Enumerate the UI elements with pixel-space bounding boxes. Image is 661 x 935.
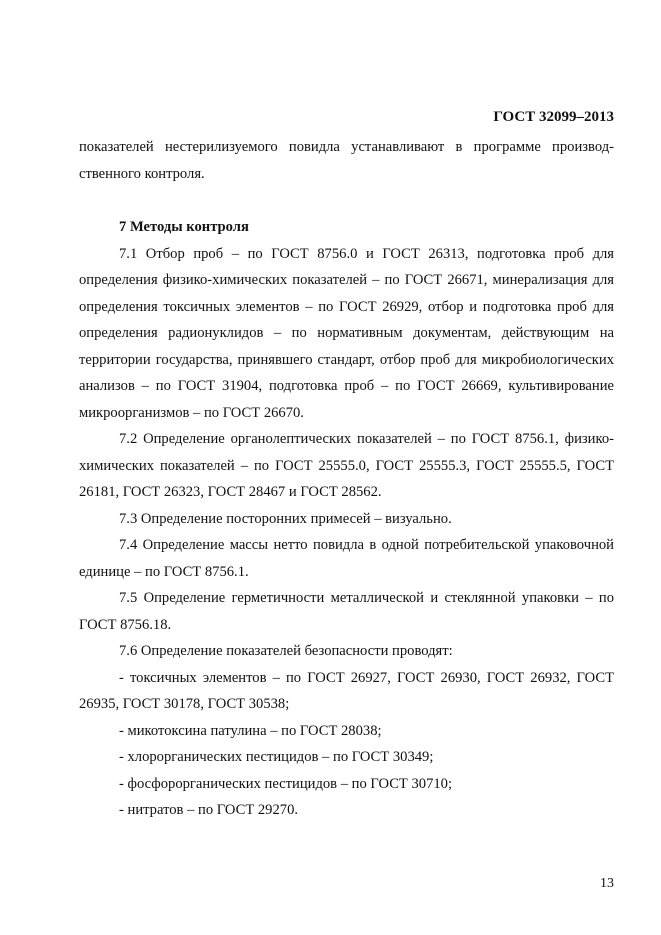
list-item: - хлорорганических пестицидов – по ГОСТ 30349; bbox=[119, 749, 434, 765]
page-number: 13 bbox=[600, 876, 614, 891]
list-item: - микотоксина патулина – по ГОСТ 28038; bbox=[119, 722, 382, 739]
paragraph-7-2: 7.2 Определение органолептических показателей – по ГОСТ 8756.1, физико-химических показателей – по ГОСТ 25555.0, ГОСТ 25555.3, ГОСТ 25555.5, ГОСТ 26181, ГОСТ 26323, ГОСТ 28467 и ГОСТ 28562. bbox=[79, 431, 614, 500]
paragraph-7-5: 7.5 Определение герметичности металлической и стеклянной упаковки – по ГОСТ 8756.18. bbox=[79, 590, 614, 633]
paragraph-7-3: 7.3 Определение посторонних примесей – визуально. bbox=[119, 510, 452, 527]
list-item: - токсичных элементов – по ГОСТ 26927, ГОСТ 26930, ГОСТ 26932, ГОСТ 26935, ГОСТ 30178, ГОСТ 30538; bbox=[79, 669, 614, 712]
list-item: - нитратов – по ГОСТ 29270. bbox=[119, 802, 299, 818]
list-item: - фосфорорганических пестицидов – по ГОСТ 30710; bbox=[119, 775, 453, 792]
continuation-paragraph: показателей нестерилизуемого повидла устанавливают в программе производственного контроля. bbox=[79, 139, 614, 182]
section-title: 7 Методы контроля bbox=[119, 219, 249, 235]
paragraph-7-6: 7.6 Определение показателей безопасности проводят: bbox=[119, 643, 453, 659]
paragraph-7-4: 7.4 Определение массы нетто повидла в одной потребительской упаковочной единице – по ГОСТ 8756.1. bbox=[79, 537, 614, 580]
document-code-header: ГОСТ 32099–2013 bbox=[493, 109, 614, 125]
paragraph-7-1: 7.1 Отбор проб – по ГОСТ 8756.0 и ГОСТ 26313, подготовка проб для определения физико-химических показателей – по ГОСТ 26671, минерализация для определения токсичных элементов – по ГОСТ 26929, отбор и подготовка проб для определения радионуклидов – по нормативным документам, действующим на территории государства, принявшего стандарт, отбор проб для микробиологических анализов – по ГОСТ 31904, подготовка проб – по ГОСТ 26669, культивирование микроорганизмов – по ГОСТ 26670. bbox=[79, 245, 614, 421]
document-body bbox=[79, 134, 614, 824]
